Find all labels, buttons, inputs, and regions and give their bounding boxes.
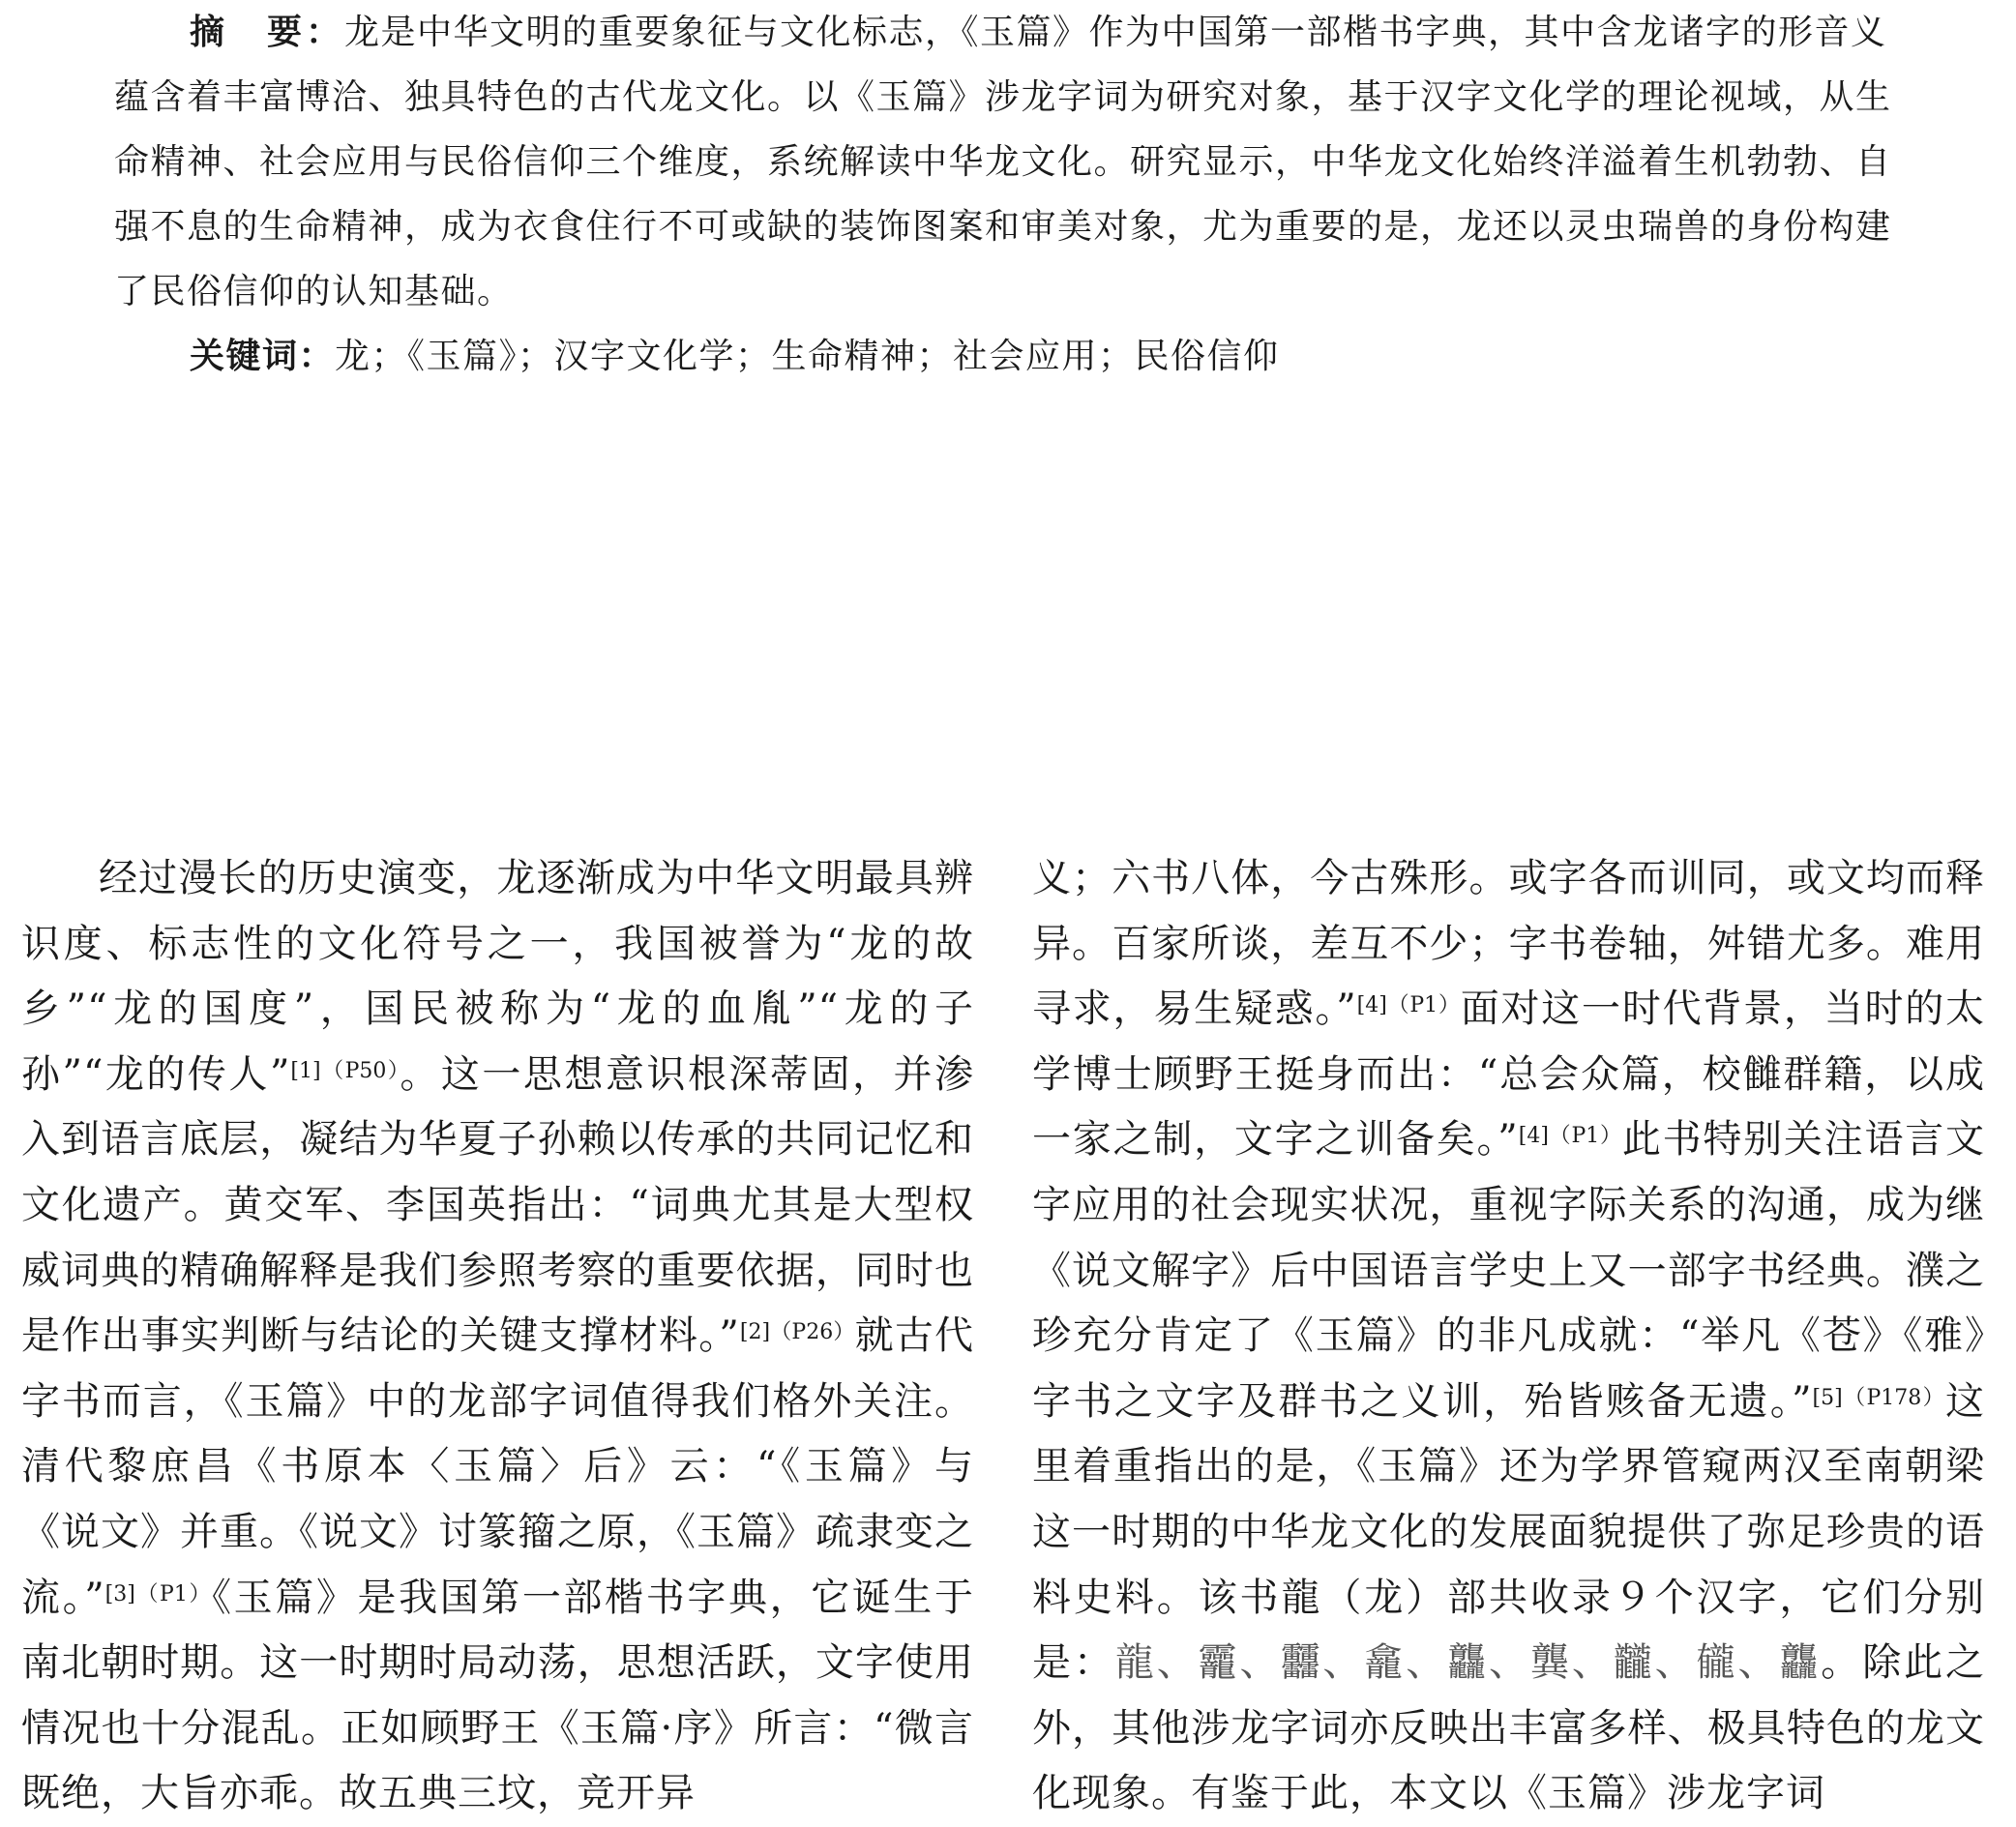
abstract-label: 摘 要： [190,13,345,52]
body-text: 经过漫长的历史演变，龙逐渐成为中华文明最具辨识度、标志性的文化符号之一，我国被誉为“龙的故乡”“龙的国度”，国民被称为“龙的血胤”“龙的子孙”“龙的传人” [21,856,974,1097]
abstract-section [114,0,1904,389]
body-paragraph-continued [1032,846,1985,1827]
body-text: 。这一思想意识根深蒂固，并渗入到语言底层，凝结为华夏子孙赖以传承的共同记忆和文化遗产。黄交军、李国英指出：“词典尤其是大型权威词典的精确解释是我们参照考察的重要依据，同时也是作出事实判断与结论的关键支撑材料。” [21,1051,975,1359]
body-text: 就古代字书而言，《玉篇》中的龙部字词值得我们格外关注。清代黎庶昌《书原本〈玉篇〉后》云：“《玉篇》与《说文》并重。《说文》讨篆籀之原，《玉篇》疏隶变之流。” [21,1313,975,1620]
body-paragraph [21,846,974,1827]
body-text: 义；六书八体，今古殊形。或字各而训同，或文均而释异。百家所谈，差互不少；字书卷轴，舛错尤多。难用寻求，易生疑惑。” [1032,856,1985,1032]
body-column-right [1032,846,1985,1827]
citation-ref: [4]（P1） [1518,1124,1622,1149]
body-text: 此书特别关注语言文字应用的社会现实状况，重视字际关系的沟通，成为继《说文解字》后中国语言学史上又一部字书经典。濮之珍充分肯定了《玉篇》的非凡成就：“举凡《苍》《雅》字书之文字及群书之义训，殆皆赅备无遗。” [1032,1117,1986,1424]
abstract-paragraph [114,0,1904,324]
citation-ref: [5]（P178） [1812,1385,1945,1410]
abstract-text: 龙是中华文明的重要象征与文化标志，《玉篇》作为中国第一部楷书字典，其中含龙诸字的形音义蕴含着丰富博洽、独具特色的古代龙文化。以《玉篇》涉龙字词为研究对象，基于汉字文化学的理论视域，从生命精神、社会应用与民俗信仰三个维度，系统解读中华龙文化。研究显示，中华龙文化始终洋溢着生机勃勃、自强不息的生命精神，成为衣食住行不可或缺的装饰图案和审美对象，尤为重要的是，龙还以灵虫瑞兽的身份构建了民俗信仰的认知基础。 [114,13,1892,311]
citation-ref: [2]（P26） [739,1320,855,1345]
keywords-label: 关键词： [190,337,336,376]
body-text: 《玉篇》是我国第一部楷书字典，它诞生于南北朝时期。这一时期时局动荡，思想活跃，文字使用情况也十分混乱。正如顾野王《玉篇·序》所言：“微言既绝，大旨亦乖。故五典三坟，竞开异 [21,1575,975,1816]
body-column-left [21,846,974,1827]
citation-ref: [1]（P50） [290,1058,400,1083]
body-text: 这里着重指出的是，《玉篇》还为学界管窥两汉至南朝梁这一时期的中华龙文化的发展面貌提供了弥足珍贵的语料史料。该书龍（龙）部共收录９个汉字，它们分别是： [1032,1378,1985,1686]
keywords-text: 龙；《玉篇》；汉字文化学；生命精神；社会应用；民俗信仰 [335,337,1280,376]
citation-ref: [3]（P1） [104,1581,213,1606]
body-text: 面对这一时代背景，当时的太学博士顾野王挺身而出：“总会众篇，校雠群籍，以成一家之制，文字之训备矣。” [1032,987,1986,1163]
keywords-line [114,324,1904,389]
body-text: 。除此之外，其他涉龙字词亦反映出丰富多样、极具特色的龙文化现象。有鉴于此，本文以《玉篇》涉龙字词 [1032,1640,1986,1816]
citation-ref: [4]（P1） [1356,993,1461,1018]
dragon-radical-characters: 龍、龗、䨻、龕、龘、龔、龖、龓、龘 [1114,1640,1822,1686]
